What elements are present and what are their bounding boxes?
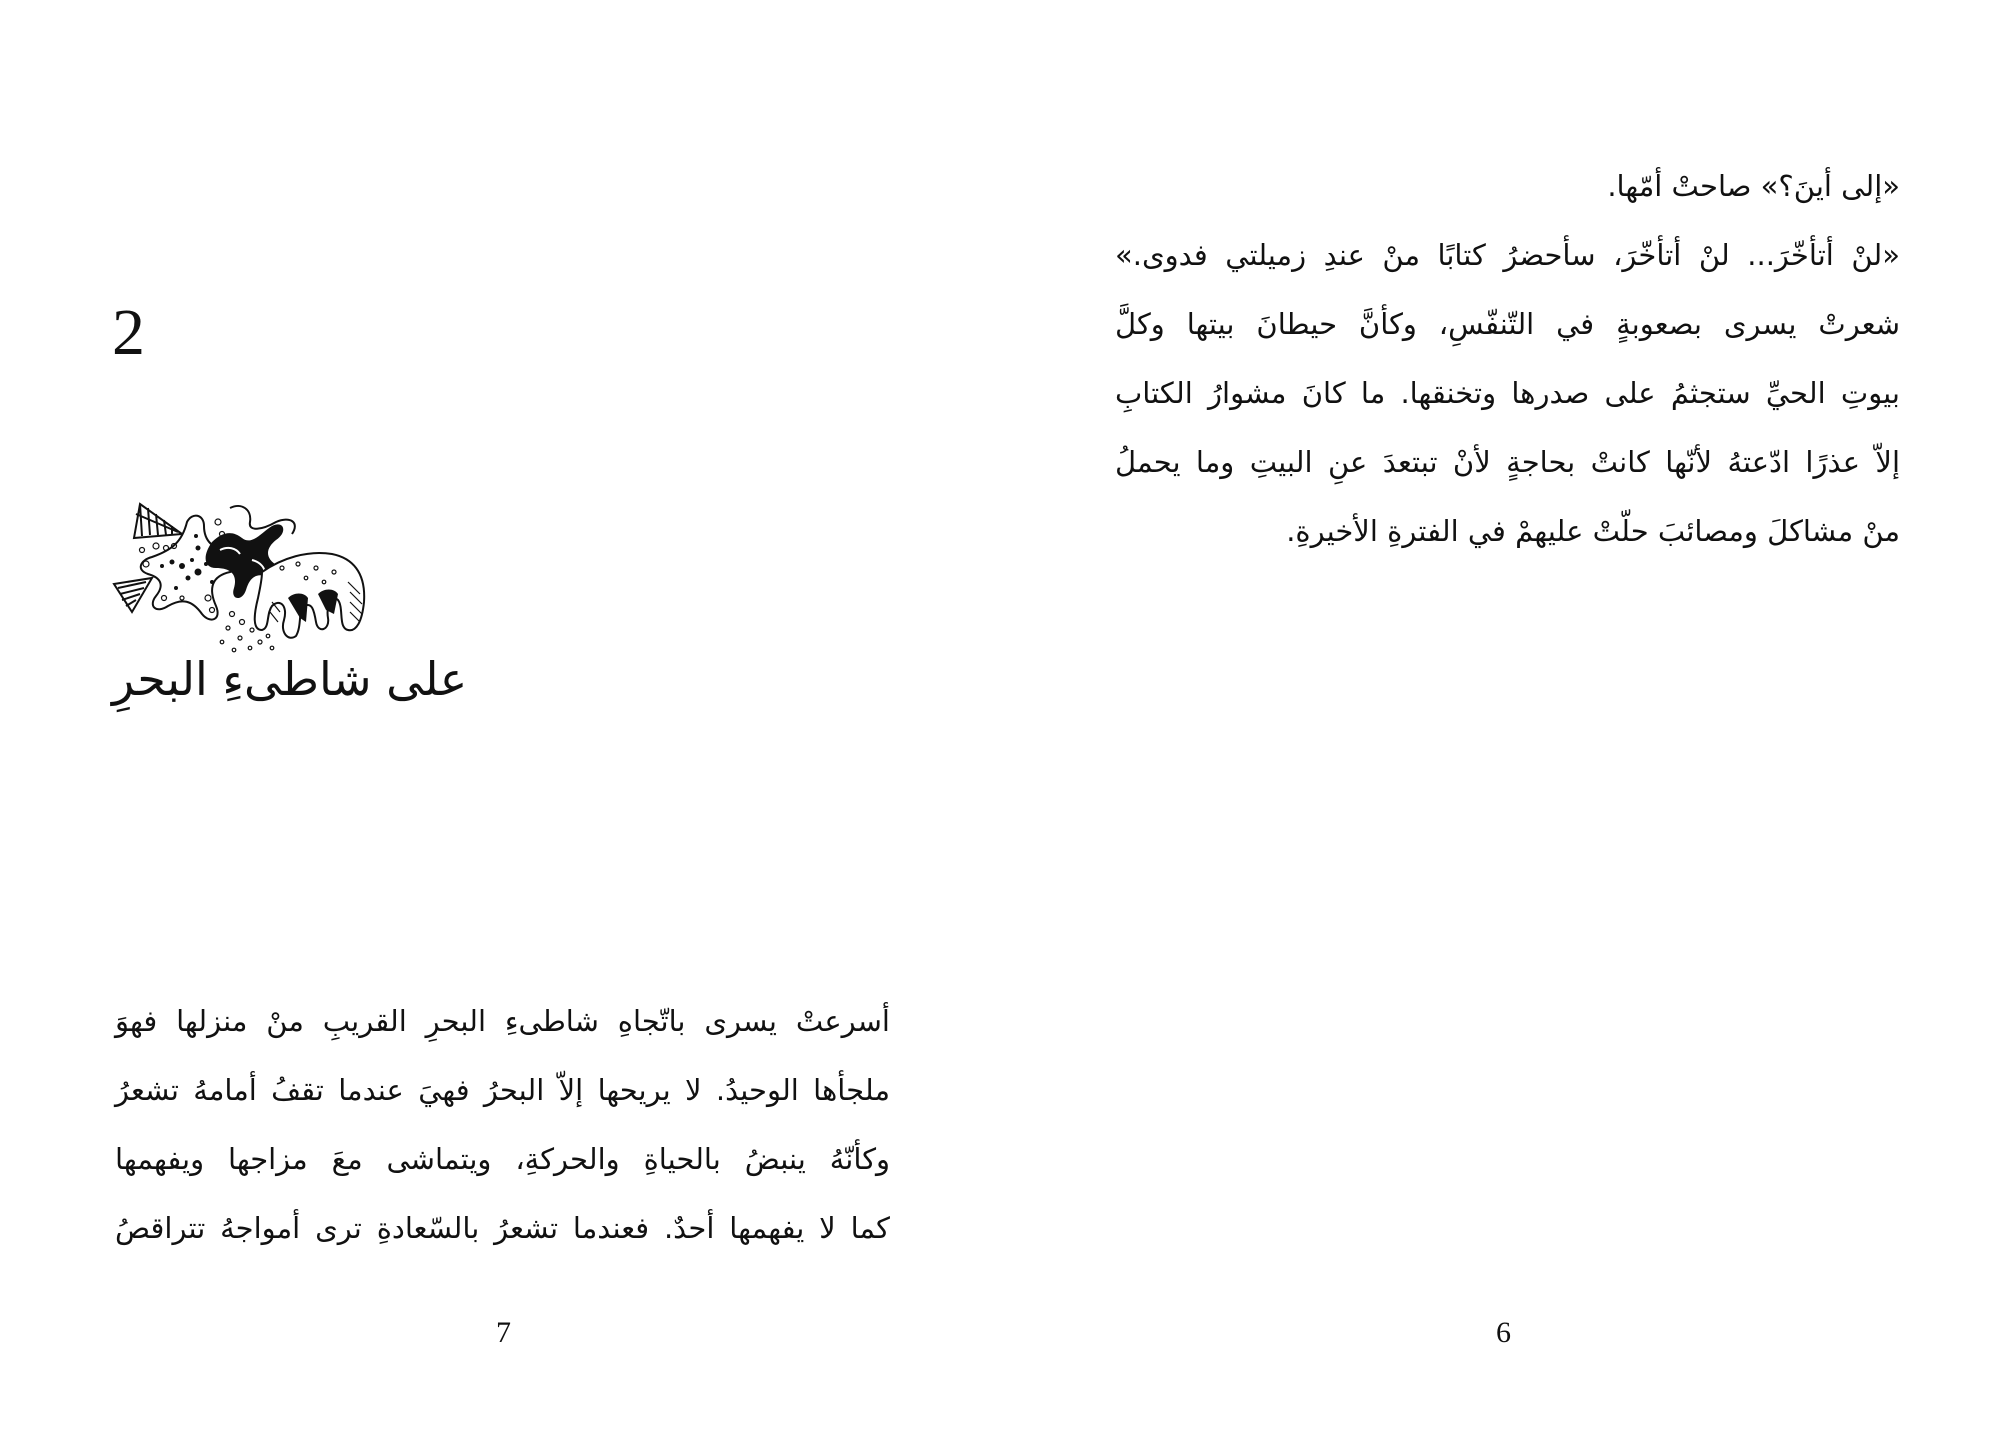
page-number: 7 (496, 1316, 511, 1349)
right-page-body (1115, 152, 1900, 566)
left-page-body (115, 987, 890, 1263)
text-line: أسرعتْ يسرى باتّجاهِ شاطىءِ البحرِ القريبِ منْ منزلها فهوَ (115, 1004, 890, 1038)
chapter-number: 2 (112, 296, 145, 369)
text-line: «إلى أينَ؟» صاحتْ أمّها. (1607, 169, 1900, 203)
text-line: كما لا يفهمها أحدٌ. فعندما تشعرُ بالسّعادةِ ترى أمواجهُ تتراقصُ (115, 1211, 890, 1245)
text-line: إلاّ عذرًا ادّعتهُ لأنّها كانتْ بحاجةٍ لأنْ تبتعدَ عنِ البيتِ وما يحملُ (1115, 445, 1900, 479)
text-line: ملجأها الوحيدُ. لا يريحها إلاّ البحرُ فهيَ عندما تقفُ أمامهُ تشعرُ (115, 1073, 890, 1107)
text-line: «لنْ أتأخّرَ... لنْ أتأخّرَ، سأحضرُ كتابًا منْ عندِ زميلتي فدوى.» (1115, 238, 1900, 272)
text-line: وكأنّهُ ينبضُ بالحياةِ والحركةِ، ويتماشى معَ مزاجها ويفهمها (115, 1142, 890, 1176)
text-line: بيوتِ الحيِّ ستجثمُ على صدرها وتخنقها. ما كانَ مشوارُ الكتابِ (1115, 376, 1900, 410)
text-line: شعرتْ يسرى بصعوبةٍ في التّنفّسِ، وكأنَّ حيطانَ بيتها وكلَّ (1115, 307, 1900, 341)
page-number: 6 (1496, 1316, 1511, 1349)
text-line: منْ مشاكلَ ومصائبَ حلّتْ عليهمْ في الفترةِ الأخيرةِ. (1286, 514, 1900, 548)
right-page (1000, 0, 2000, 1438)
chapter-title: على شاطىءِ البحرِ (112, 652, 468, 706)
sea-creatures-illustration (112, 502, 372, 662)
shell-icon (134, 504, 182, 538)
